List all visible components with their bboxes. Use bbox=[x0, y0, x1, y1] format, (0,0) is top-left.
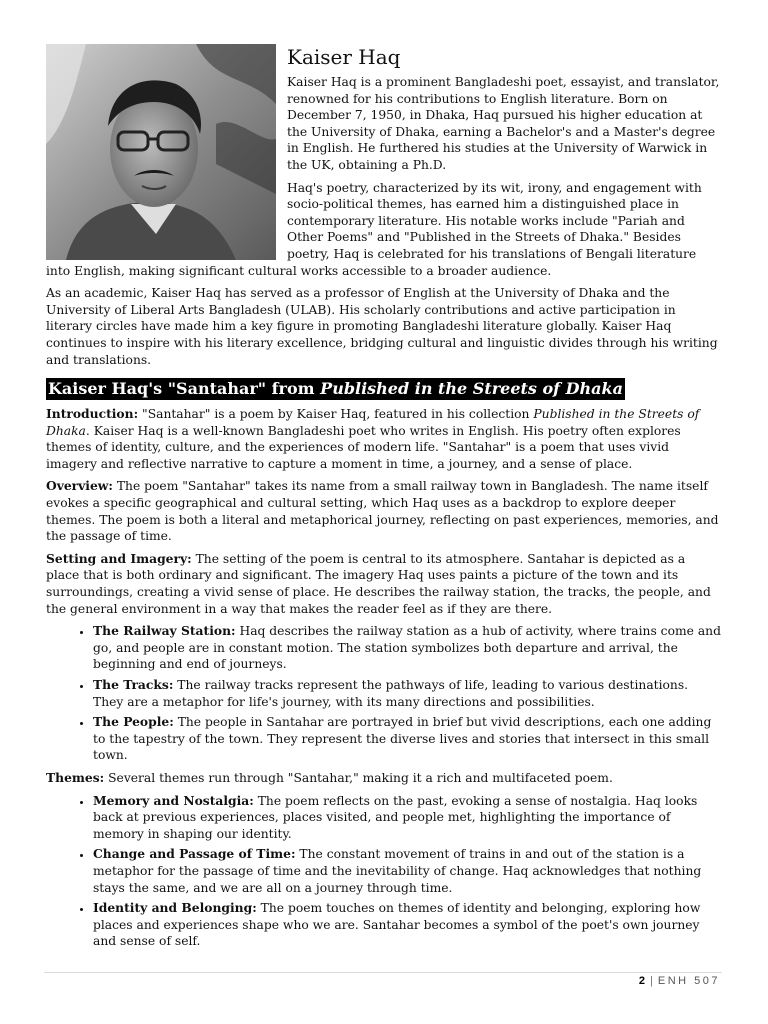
setting-paragraph bbox=[46, 551, 722, 617]
page-footer bbox=[639, 975, 720, 987]
themes-list bbox=[46, 793, 722, 950]
list-item-tracks bbox=[93, 677, 722, 710]
setting-list bbox=[46, 623, 722, 764]
overview-text: The poem "Santahar" takes its name from a small railway town in Bangladesh. The name itself evokes a specific geographical and cultural setting, which Haq uses as a backdrop to explore deeper themes. The poem is both a literal and metaphorical journey, reflecting on past experiences, memories, and the passage of time. bbox=[46, 479, 719, 544]
author-name: Kaiser Haq bbox=[287, 45, 401, 69]
list-item-people bbox=[93, 714, 722, 764]
section-heading-collection: Published in the Streets of Dhaka bbox=[320, 379, 623, 399]
bio-paragraph-2: Haq's poetry, characterized by its wit, irony, and engagement with socio-political themes, has earned him a distinguished place in contemporary literature. His notable works include "Pariah and Other Poems" and "Published in the Streets of Dhaka." Besides poetry, Haq is celebrated for his translations of Bengali literature into English, making significant cultural works accessible to a broader audience. bbox=[46, 180, 702, 278]
themes-paragraph bbox=[46, 770, 722, 787]
list-item-label: Change and Passage of Time: bbox=[93, 846, 296, 862]
course-code: ENH 507 bbox=[657, 975, 720, 987]
page-content bbox=[46, 44, 722, 956]
introduction-text-b: . Kaiser Haq is a well-known Bangladeshi poet who writes in English. His poetry often explores themes of identity, culture, and the experiences of modern life. "Santahar" is a poem that uses vivid imagery and reflective narrative to capture a moment in time, a journey, and a sense of place. bbox=[46, 423, 681, 471]
author-portrait bbox=[46, 44, 276, 260]
section-heading-main: Kaiser Haq's "Santahar" from bbox=[48, 379, 321, 399]
bio-paragraph-3: As an academic, Kaiser Haq has served as a professor of English at the University of Dhaka and the University of Liberal Arts Bangladesh (ULAB). His scholarly contributions and active participation in literary circles have made him a key figure in promoting Bangladeshi literature globally. Kaiser Haq continues to inspire with his literary excellence, bridging cultural and linguistic divides through his writing and translations. bbox=[46, 286, 718, 367]
setting-label: Setting and Imagery: bbox=[46, 550, 192, 566]
footer-divider bbox=[44, 972, 722, 973]
section-heading bbox=[46, 378, 625, 400]
list-item-text: The constant movement of trains in and out of the station is a metaphor for the passage of time and the inevitability of change. Haq acknowledges that nothing stays the same, and we are all on a journey through time. bbox=[93, 847, 702, 895]
introduction-label: Introduction: bbox=[46, 406, 139, 422]
list-item-label: Memory and Nostalgia: bbox=[93, 792, 254, 808]
overview-label: Overview: bbox=[46, 478, 113, 494]
list-item-label: The Tracks: bbox=[93, 677, 174, 692]
bio-paragraph-1: Kaiser Haq is a prominent Bangladeshi poet, essayist, and translator, renowned for his contributions to English literature. Born on December 7, 1950, in Dhaka, Haq pursued his higher education at the University of Dhaka, earning a Bachelor's and a Master's degree in English. He furthered his studies at the University of Warwick in the UK, obtaining a Ph.D. bbox=[287, 75, 720, 172]
setting-text: The setting of the poem is central to its atmosphere. Santahar is depicted as a place that is both ordinary and significant. The imagery Haq uses paints a picture of the town and its surroundings, creating a vivid sense of place. He describes the railway station, the tracks, the people, and the general environment in a way that makes the reader feel as if they are there. bbox=[46, 551, 711, 616]
themes-label: Themes: bbox=[46, 769, 105, 785]
list-item-label: The Railway Station: bbox=[93, 623, 236, 639]
list-item-label: Identity and Belonging: bbox=[93, 900, 257, 916]
overview-paragraph bbox=[46, 478, 722, 544]
list-item-text: The people in Santahar are portrayed in brief but vivid descriptions, each one adding to the tapestry of the town. They represent the diverse lives and stories that intersect in this small town. bbox=[93, 715, 712, 763]
introduction-paragraph bbox=[46, 406, 722, 472]
page-number: 2 bbox=[638, 975, 645, 987]
list-item-change bbox=[93, 846, 722, 896]
footer-separator: | bbox=[650, 975, 653, 987]
list-item-text: Haq describes the railway station as a hub of activity, where trains come and go, and people are in constant motion. The station symbolizes both departure and arrival, the beginning and end of journeys. bbox=[93, 624, 721, 672]
list-item-text: The poem touches on themes of identity and belonging, exploring how places and experiences shape who we are. Santahar becomes a symbol of the poet's own journey and sense of self. bbox=[93, 901, 701, 949]
introduction-text-a: "Santahar" is a poem by Kaiser Haq, featured in his collection bbox=[138, 407, 534, 422]
list-item-text: The railway tracks represent the pathways of life, leading to various destinations. They are a metaphor for life's journey, with its many directions and possibilities. bbox=[93, 678, 689, 709]
list-item-identity bbox=[93, 900, 722, 950]
list-item-label: The People: bbox=[93, 714, 174, 730]
list-item-memory bbox=[93, 793, 722, 843]
introduction-collection: Published in the Streets of Dhaka bbox=[46, 407, 700, 438]
themes-text: Several themes run through "Santahar," making it a rich and multifaceted poem. bbox=[104, 770, 613, 785]
list-item-railway-station bbox=[93, 623, 722, 673]
list-item-text: The poem reflects on the past, evoking a sense of nostalgia. Haq looks back at previous experiences, places visited, and people met, highlighting the importance of memory in shaping our identity. bbox=[93, 793, 698, 841]
